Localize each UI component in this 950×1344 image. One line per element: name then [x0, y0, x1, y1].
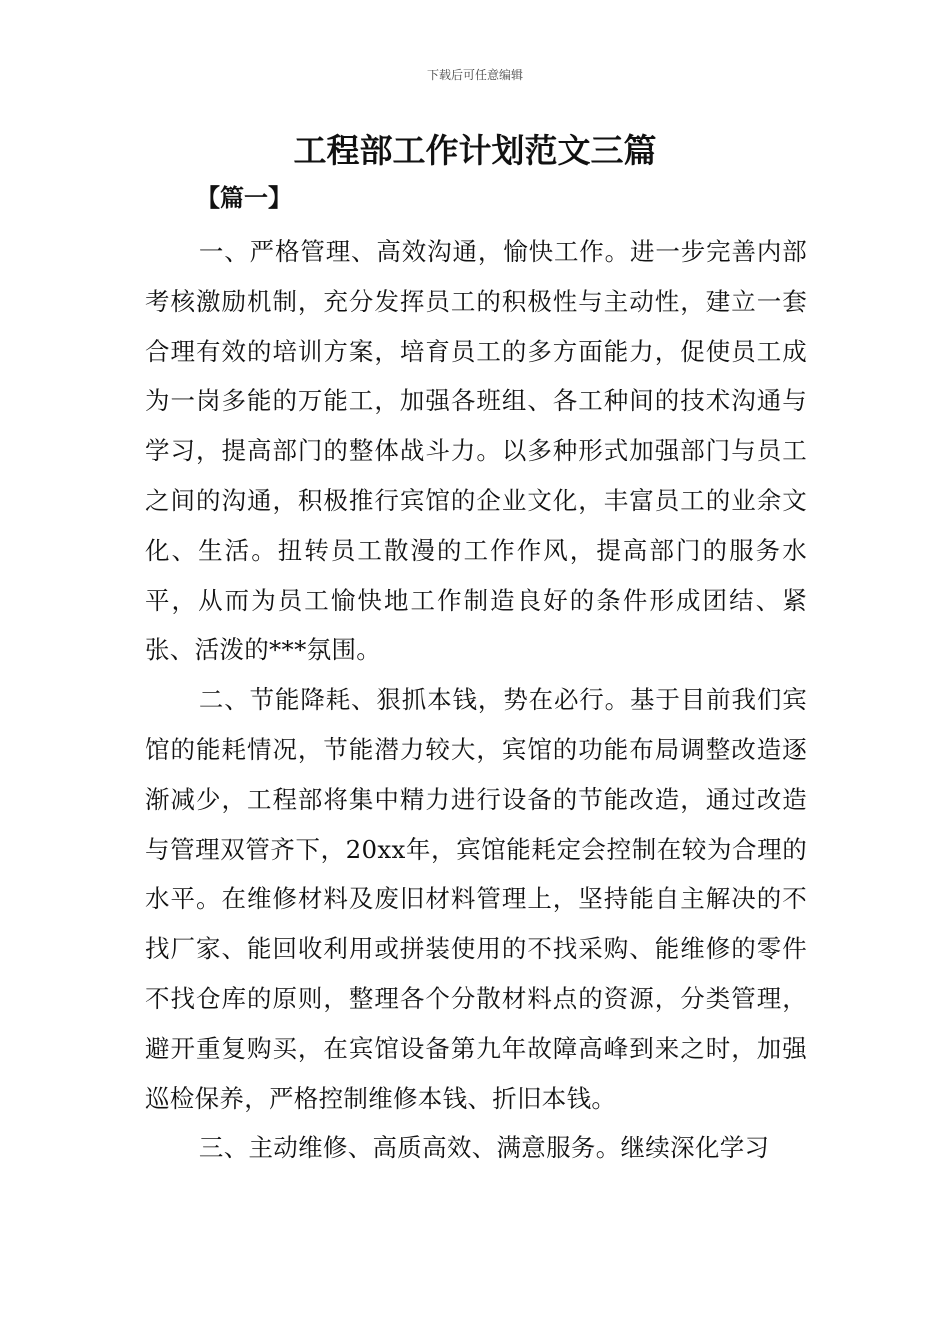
- document-body: [145, 227, 807, 1173]
- document-title: 工程部工作计划范文三篇: [293, 131, 657, 170]
- paragraph-2: 二、节能降耗、狠抓本钱，势在必行。基于目前我们宾馆的能耗情况，节能潜力较大，宾馆的功能布局调整改造逐渐减少，工程部将集中精力进行设备的节能改造，通过改造与管理双管齐下，20xx年，宾馆能耗定会控制在较为合理的水平。在维修材料及废旧材料管理上，坚持能自主解决的不找厂家、能回收利用或拼装使用的不找采购、能维修的零件不找仓库的原则，整理各个分散材料点的资源，分类管理，避开重复购买，在宾馆设备第九年故障高峰到来之时，加强巡检保养，严格控制维修本钱、折旧本钱。: [145, 685, 807, 1113]
- paragraph-3: 三、主动维修、高质高效、满意服务。继续深化学习: [198, 1133, 770, 1163]
- paragraph-1: 一、严格管理、高效沟通，愉快工作。进一步完善内部考核激励机制，充分发挥员工的积极性与主动性，建立一套合理有效的培训方案，培育员工的多方面能力，促使员工成为一岗多能的万能工，加强各班组、各工种间的技术沟通与学习，提高部门的整体战斗力。以多种形式加强部门与员工之间的沟通，积极推行宾馆的企业文化，丰富员工的业余文化、生活。扭转员工散漫的工作作风，提高部门的服务水平，从而为员工愉快地工作制造良好的条件形成团结、紧张、活泼的***氛围。: [145, 237, 807, 665]
- header-note: 下载后可任意编辑: [426, 68, 523, 82]
- section-label: 【篇一】: [196, 184, 292, 212]
